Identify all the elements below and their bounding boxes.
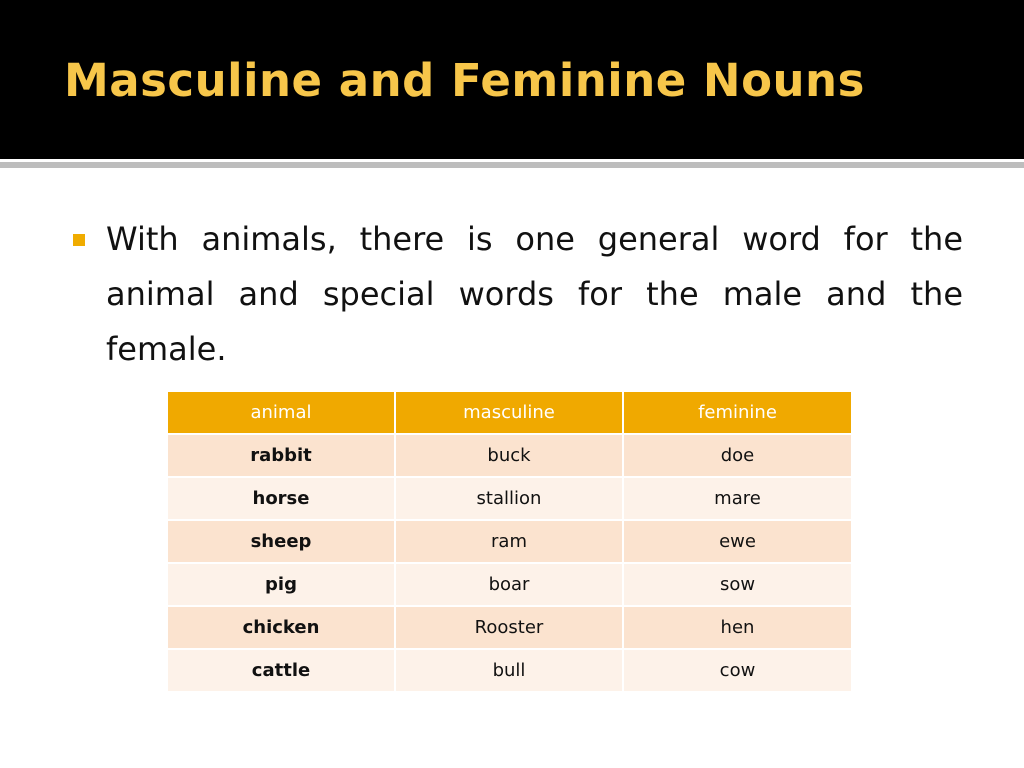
- animal-cell: sheep: [168, 520, 395, 563]
- table-row: [168, 434, 851, 477]
- bullet-text: With animals, there is one general word for the animal and special words for the male and the female.: [106, 220, 963, 368]
- header-masculine: masculine: [395, 392, 623, 434]
- animal-cell: rabbit: [168, 434, 395, 477]
- animal-cell: cattle: [168, 649, 395, 692]
- animal-cell: pig: [168, 563, 395, 606]
- title-divider-gray: [0, 162, 1024, 168]
- table-row: [168, 477, 851, 520]
- feminine-cell: hen: [623, 606, 851, 649]
- masculine-cell: Rooster: [395, 606, 623, 649]
- table-row: [168, 563, 851, 606]
- square-bullet-icon: [73, 234, 85, 246]
- masculine-cell: ram: [395, 520, 623, 563]
- animal-cell: chicken: [168, 606, 395, 649]
- masculine-cell: stallion: [395, 477, 623, 520]
- feminine-cell: sow: [623, 563, 851, 606]
- animal-cell: horse: [168, 477, 395, 520]
- table-row: [168, 520, 851, 563]
- masculine-cell: boar: [395, 563, 623, 606]
- feminine-cell: cow: [623, 649, 851, 692]
- animal-nouns-table: [168, 392, 851, 693]
- feminine-cell: doe: [623, 434, 851, 477]
- table-row: [168, 606, 851, 649]
- feminine-cell: mare: [623, 477, 851, 520]
- header-animal: animal: [168, 392, 395, 434]
- title-bar: [0, 0, 1024, 159]
- slide-title: Masculine and Feminine Nouns: [64, 54, 865, 107]
- table-row: [168, 649, 851, 692]
- table-header-row: [168, 392, 851, 434]
- feminine-cell: ewe: [623, 520, 851, 563]
- header-feminine: feminine: [623, 392, 851, 434]
- masculine-cell: buck: [395, 434, 623, 477]
- masculine-cell: bull: [395, 649, 623, 692]
